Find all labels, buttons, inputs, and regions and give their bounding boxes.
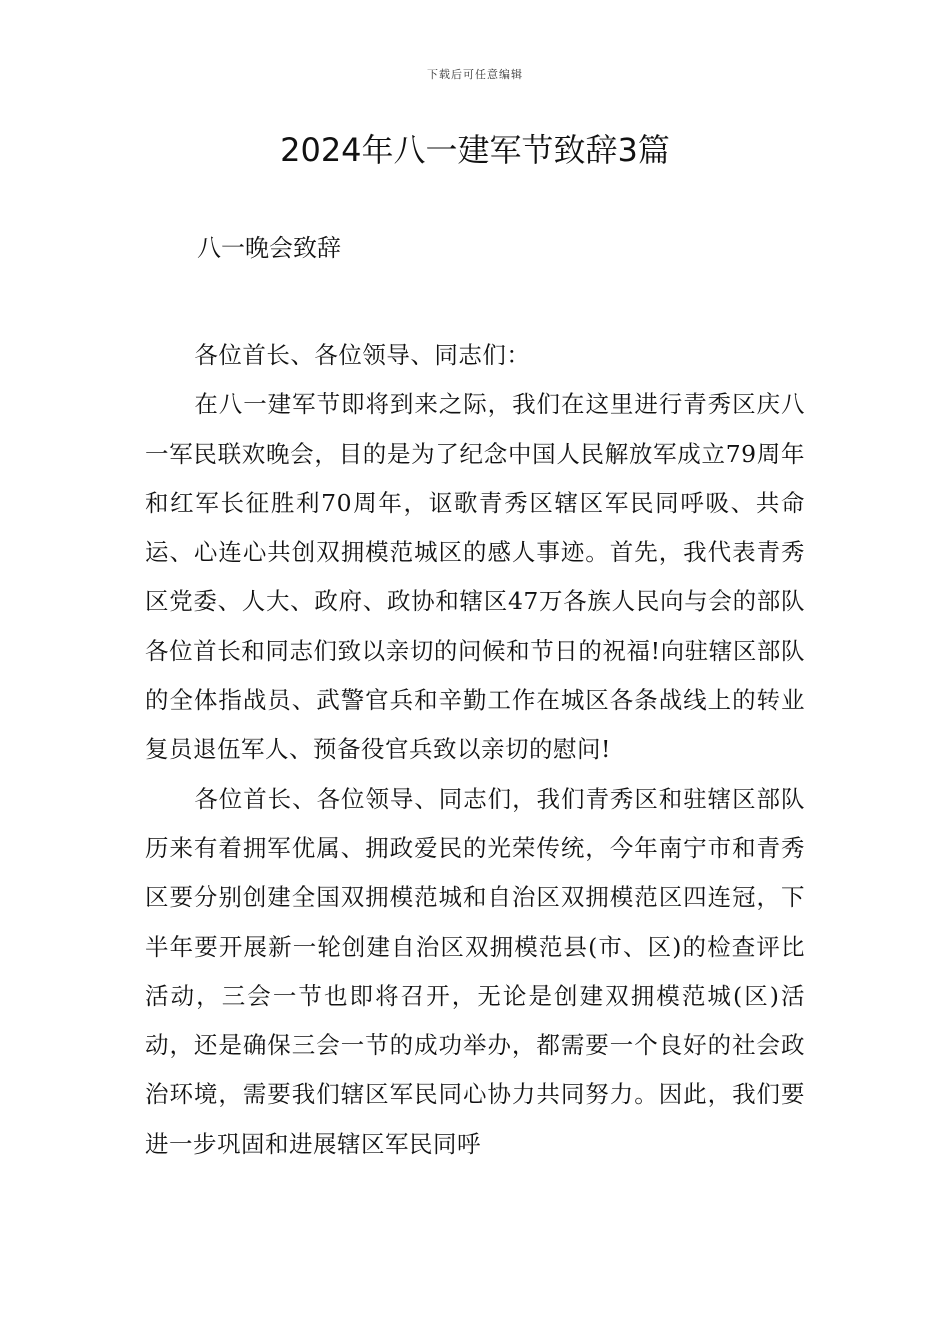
paragraph-opening: 在八一建军节即将到来之际，我们在这里进行青秀区庆八一军民联欢晚会，目的是为了纪念中国人民解放军成立79周年和红军长征胜利70周年，讴歌青秀区辖区军民同呼吸、共命运、心连心共创双拥模范城区的感人事迹。首先，我代表青秀区党委、人大、政府、政协和辖区47万各族人民向与会的部队各位首长和同志们致以亲切的问候和节日的祝福!向驻辖区部队的全体指战员、武警官兵和辛勤工作在城区各条战线上的转业复员退伍军人、预备役官兵致以亲切的慰问! <box>145 390 805 764</box>
document-title: 2024年八一建军节致辞3篇 <box>280 131 670 169</box>
paragraph-salutation: 各位首长、各位领导、同志们： <box>194 341 531 369</box>
body-text <box>145 331 805 1169</box>
header-note: 下载后可任意编辑 <box>427 68 523 81</box>
paragraph-tradition: 各位首长、各位领导、同志们，我们青秀区和驻辖区部队历来有着拥军优属、拥政爱民的光荣传统，今年南宁市和青秀区要分别创建全国双拥模范城和自治区双拥模范区四连冠，下半年要开展新一轮创建自治区双拥模范县(市、区)的检查评比活动，三会一节也即将召开，无论是创建双拥模范城(区)活动，还是确保三会一节的成功举办，都需要一个良好的社会政治环境，需要我们辖区军民同心协力共同努力。因此，我们要进一步巩固和进展辖区军民同呼 <box>145 784 805 1158</box>
section-heading: 八一晚会致辞 <box>197 234 341 262</box>
